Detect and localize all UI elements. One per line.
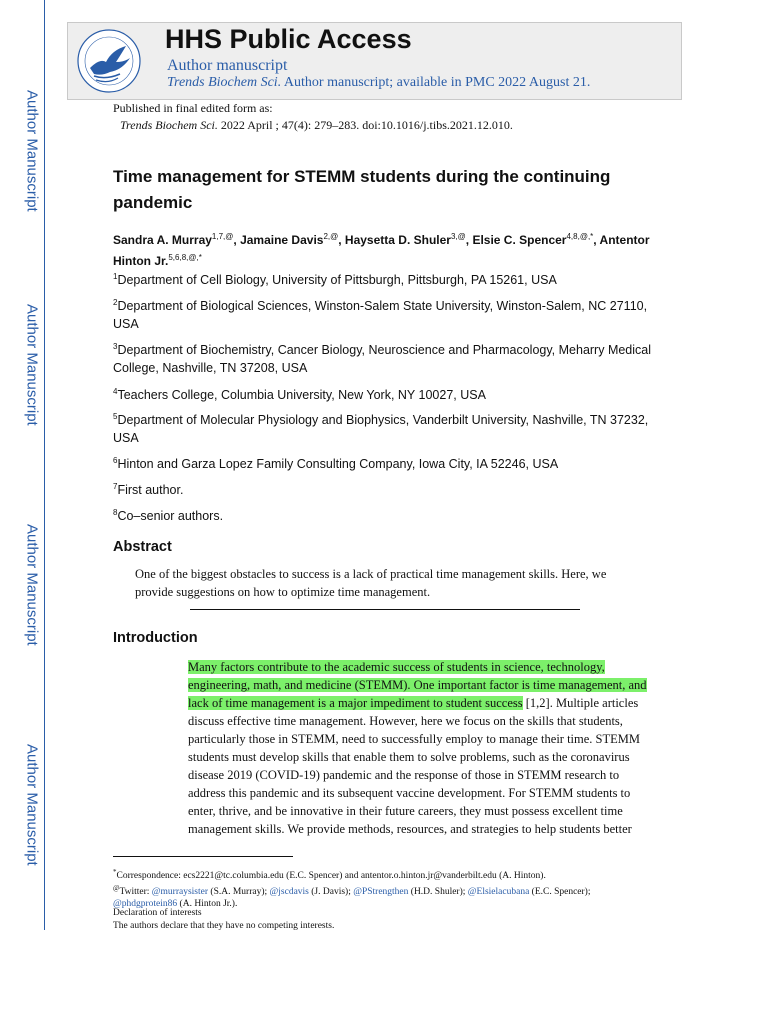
affiliation-sup: 6 bbox=[113, 456, 118, 465]
footnote-mark: @ bbox=[113, 884, 120, 893]
introduction-paragraph bbox=[188, 658, 656, 838]
published-journal: Trends Biochem Sci. bbox=[120, 118, 218, 132]
affiliation-text: Department of Cell Biology, University of Pittsburgh, Pittsburgh, PA 15261, USA bbox=[117, 273, 557, 288]
author-list bbox=[113, 228, 673, 270]
affiliation bbox=[113, 504, 673, 525]
twitter-label: Twitter: bbox=[119, 887, 152, 898]
hhs-public-access-title: HHS Public Access bbox=[165, 24, 412, 54]
author-name: Antentor Hinton Jr. bbox=[113, 233, 650, 268]
side-label-author-manuscript: Author Manuscript bbox=[23, 304, 41, 426]
author-sup: 3,@ bbox=[450, 232, 466, 241]
twitter-handle-link[interactable]: @phdgprotein86 bbox=[113, 899, 178, 910]
affiliation-sup: 3 bbox=[113, 342, 118, 351]
correspondence-footnote bbox=[113, 866, 673, 882]
affiliation-text: Co–senior authors. bbox=[117, 509, 224, 524]
affiliation-text: Hinton and Garza Lopez Family Consulting Company, Iowa City, IA 52246, USA bbox=[117, 457, 559, 472]
paragraph-text: [1,2]. Multiple articles discuss effective time management. However, here we focus on the skills that students, particularly those in STEMM, need to successfully employ to manage their time. STEMM students must develop skills that enable them to solve problems, such as the coronavirus disease 2019 (COVID-19) pandemic and the response of those in STEMM research to address this pandemic and its subsequent vaccine development. For STEMM students to enter, thrive, and be innovative in their future careers, they must possess excellent time management skills. We provide methods, resources, and strategies to help students better bbox=[188, 696, 640, 836]
abstract-text: One of the biggest obstacles to success is a lack of practical time management skills. Here, we provide suggestions on how to optimize time management. bbox=[135, 567, 607, 599]
affiliation bbox=[113, 383, 673, 404]
affiliation-text: Department of Biological Sciences, Winston-Salem State University, Winston-Salem, NC 27110, USA bbox=[113, 299, 648, 332]
author-name: Sandra A. Murray bbox=[113, 233, 212, 247]
affiliation bbox=[113, 452, 673, 473]
published-info bbox=[113, 100, 513, 134]
affiliation bbox=[113, 408, 673, 447]
author-separator: , bbox=[593, 233, 600, 247]
author-sup: 1,7,@ bbox=[211, 232, 234, 241]
handle-owner: (J. Davis); bbox=[308, 887, 354, 898]
availability-text: Author manuscript; available in PMC 2022 August 21. bbox=[283, 75, 591, 90]
affiliation bbox=[113, 478, 673, 499]
affiliation bbox=[113, 338, 673, 377]
highlighted-text: Many factors contribute to the academic success of students in science, technology, engineering, math, and medicine (STEMM). One important factor is time management, and lack of time management is a major impediment to student success bbox=[188, 660, 647, 710]
published-label: Published in final edited form as: bbox=[113, 101, 273, 115]
affiliation bbox=[113, 294, 673, 333]
author-name: Haysetta D. Shuler bbox=[344, 233, 451, 247]
footnotes bbox=[113, 866, 673, 910]
handle-owner: (S.A. Murray); bbox=[208, 887, 270, 898]
published-citation bbox=[113, 117, 513, 134]
author-sup: 5,6,8,@,* bbox=[168, 253, 202, 262]
author-manuscript-subtitle: Author manuscript bbox=[167, 57, 288, 74]
journal-name: Trends Biochem Sci. bbox=[167, 75, 282, 90]
author-name: Elsie C. Spencer bbox=[472, 233, 567, 247]
twitter-handle-link[interactable]: @jscdavis bbox=[269, 887, 309, 898]
article-title: Time management for STEMM students during the continuing pandemic bbox=[113, 167, 611, 212]
introduction-heading: Introduction bbox=[113, 630, 198, 646]
affiliation bbox=[113, 268, 673, 289]
citation-text: 2022 April ; 47(4): 279–283. doi:10.1016/j.tibs.2021.12.010. bbox=[220, 118, 513, 132]
correspondence-text: Correspondence: ecs2221@tc.columbia.edu (E.C. Spencer) and antentor.o.hinton.jr@vanderbilt.edu (A. Hinton). bbox=[116, 871, 546, 882]
author-name: Jamaine Davis bbox=[240, 233, 324, 247]
declaration-heading: Declaration of interests bbox=[113, 908, 202, 918]
handle-owner: (H.D. Shuler); bbox=[408, 887, 468, 898]
affiliation-sup: 2 bbox=[113, 298, 118, 307]
author-sup: 4,8,@,* bbox=[566, 232, 594, 241]
side-label-author-manuscript: Author Manuscript bbox=[23, 90, 41, 212]
journal-availability-line bbox=[167, 75, 590, 91]
affiliation-text: Teachers College, Columbia University, New York, NY 10027, USA bbox=[117, 388, 486, 403]
twitter-handle-link[interactable]: @Elsielacubana bbox=[467, 887, 530, 898]
abstract-heading: Abstract bbox=[113, 539, 172, 555]
declaration-of-interests bbox=[113, 907, 334, 932]
footnote-mark: * bbox=[113, 868, 117, 876]
handle-owner: (A. Hinton Jr.). bbox=[177, 899, 238, 910]
author-separator: , bbox=[338, 233, 345, 247]
author-separator: , bbox=[233, 233, 241, 247]
affiliation-sup: 8 bbox=[113, 508, 118, 517]
handle-owner: (E.C. Spencer); bbox=[529, 887, 591, 898]
twitter-handle-link[interactable]: @PStrengthen bbox=[353, 887, 409, 898]
affiliation-text: Department of Biochemistry, Cancer Biology, Neuroscience and Pharmacology, Meharry Medical College, Nashville, TN 37208, USA bbox=[113, 343, 652, 376]
side-label-author-manuscript: Author Manuscript bbox=[23, 744, 41, 866]
affiliation-text: Department of Molecular Physiology and Biophysics, Vanderbilt University, Nashville, TN 37232, USA bbox=[113, 413, 649, 446]
author-sup: 2,@ bbox=[323, 232, 339, 241]
side-label-author-manuscript: Author Manuscript bbox=[23, 524, 41, 646]
declaration-text: The authors declare that they have no competing interests. bbox=[113, 920, 335, 931]
footnote-divider bbox=[113, 856, 293, 857]
twitter-handle-link[interactable]: @murraysister bbox=[151, 887, 209, 898]
affiliation-text: First author. bbox=[117, 483, 184, 498]
abstract-divider bbox=[190, 609, 580, 610]
affiliation-sup: 1 bbox=[113, 272, 118, 281]
affiliation-sup: 4 bbox=[113, 387, 118, 396]
affiliation-sup: 5 bbox=[113, 412, 118, 421]
hhs-eagle-logo-icon bbox=[76, 28, 142, 94]
affiliation-sup: 7 bbox=[113, 482, 118, 491]
author-separator: , bbox=[465, 233, 473, 247]
